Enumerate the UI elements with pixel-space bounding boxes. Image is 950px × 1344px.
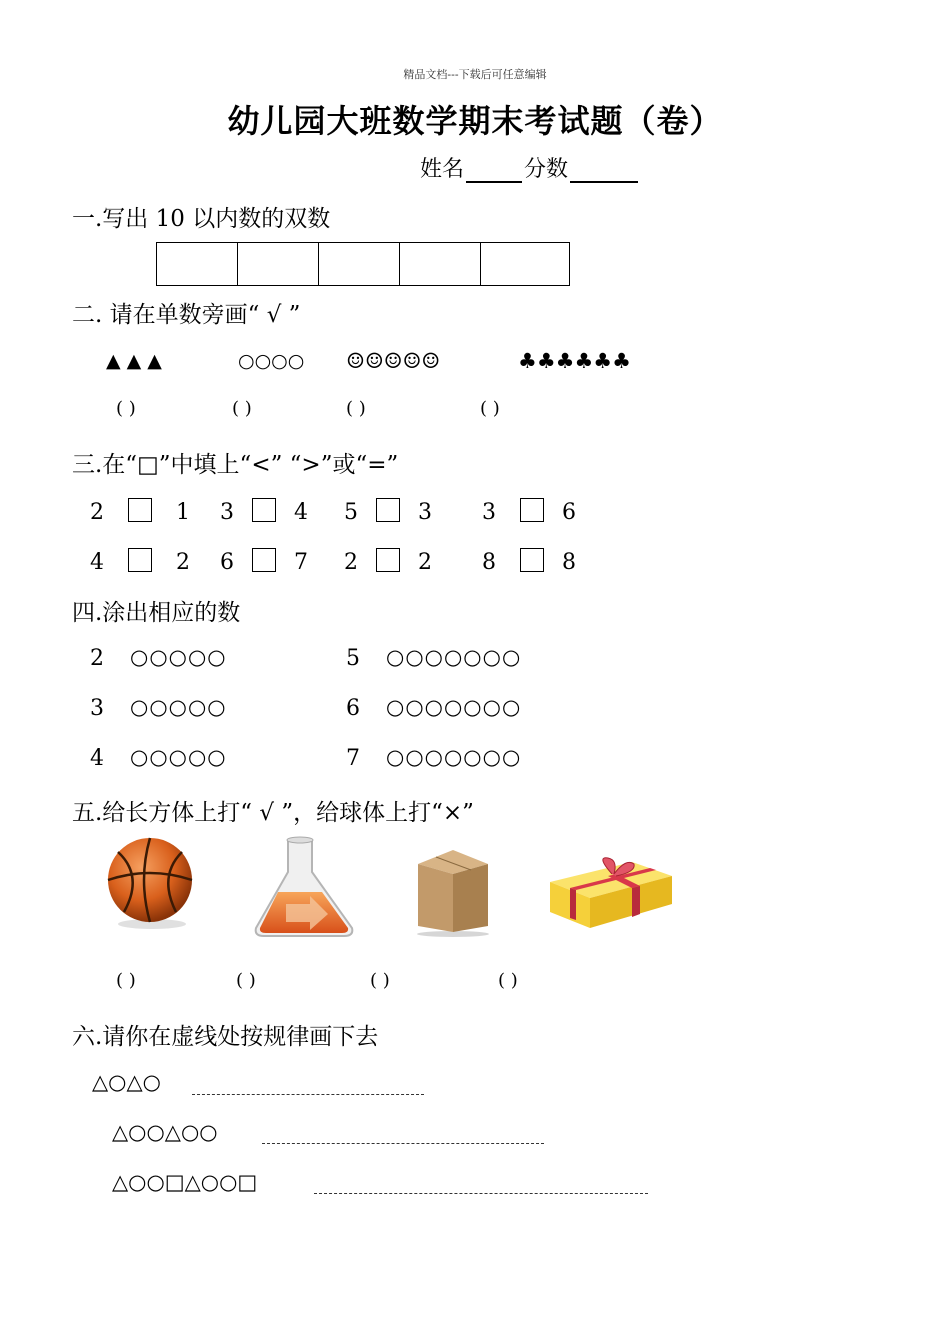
triangle-group: ▲ ▲ ▲	[106, 350, 162, 372]
compare-left: 5	[344, 500, 358, 525]
section-1-heading: 一.写出 10 以内数的双数	[72, 206, 331, 232]
compare-box[interactable]	[128, 548, 152, 572]
circle-row[interactable]: ○○○○○○○	[386, 645, 522, 669]
answer-boxes	[156, 242, 570, 286]
compare-box[interactable]	[520, 548, 544, 572]
section-4-heading: 四.涂出相应的数	[72, 600, 241, 626]
name-blank[interactable]	[466, 157, 522, 183]
compare-left: 8	[482, 550, 496, 575]
section-5-heading: 五.给长方体上打“ √ ”，给球体上打“×”	[72, 800, 474, 826]
compare-box[interactable]	[376, 548, 400, 572]
answer-box[interactable]	[238, 243, 319, 285]
compare-box[interactable]	[376, 498, 400, 522]
name-score-bar	[420, 152, 640, 183]
circle-group: ○○○○	[238, 350, 305, 372]
answer-box[interactable]	[481, 243, 569, 285]
answer-box[interactable]	[400, 243, 481, 285]
compare-box[interactable]	[128, 498, 152, 522]
compare-right: 8	[562, 550, 576, 575]
compare-right: 7	[294, 550, 308, 575]
count-number: 5	[346, 646, 360, 671]
count-number: 4	[90, 746, 104, 771]
answer-paren[interactable]: ( )	[232, 398, 252, 419]
pattern-answer-line[interactable]	[192, 1094, 424, 1095]
gift-box-image	[546, 846, 676, 932]
compare-box[interactable]	[252, 498, 276, 522]
pattern-2: △○○△○○	[112, 1120, 218, 1144]
circle-row[interactable]: ○○○○○	[130, 645, 227, 669]
answer-paren[interactable]: ( )	[480, 398, 500, 419]
compare-left: 4	[90, 550, 104, 575]
count-number: 7	[346, 746, 360, 771]
compare-right: 2	[176, 550, 190, 575]
compare-left: 6	[220, 550, 234, 575]
circle-row[interactable]: ○○○○○○○	[386, 745, 522, 769]
pattern-1: △○△○	[92, 1070, 161, 1094]
compare-left: 2	[90, 500, 104, 525]
compare-right: 3	[418, 500, 432, 525]
flask-image	[248, 836, 360, 942]
count-number: 6	[346, 696, 360, 721]
answer-box[interactable]	[319, 243, 400, 285]
compare-right: 2	[418, 550, 432, 575]
section-2-heading: 二. 请在单数旁画“ √ ”	[72, 302, 301, 328]
compare-left: 2	[344, 550, 358, 575]
answer-paren[interactable]: ( )	[116, 970, 136, 991]
compare-left: 3	[482, 500, 496, 525]
section-6-heading: 六.请你在虚线处按规律画下去	[72, 1024, 379, 1050]
compare-right: 1	[176, 500, 190, 525]
compare-right: 6	[562, 500, 576, 525]
compare-right: 4	[294, 500, 308, 525]
smiley-group: ☺☺☺☺☺	[346, 349, 441, 373]
score-blank[interactable]	[570, 157, 638, 183]
pattern-3: △○○□△○○□	[112, 1170, 258, 1194]
circle-row[interactable]: ○○○○○	[130, 745, 227, 769]
answer-box[interactable]	[157, 243, 238, 285]
answer-paren[interactable]: ( )	[116, 398, 136, 419]
answer-paren[interactable]: ( )	[236, 970, 256, 991]
basketball-image	[104, 836, 200, 932]
circle-row[interactable]: ○○○○○○○	[386, 695, 522, 719]
header-note: 精品文档---下载后可任意编辑	[403, 68, 547, 81]
answer-paren[interactable]: ( )	[498, 970, 518, 991]
cardboard-box-image	[412, 846, 494, 938]
compare-box[interactable]	[252, 548, 276, 572]
circle-row[interactable]: ○○○○○	[130, 695, 227, 719]
answer-paren[interactable]: ( )	[370, 970, 390, 991]
score-label: 分数	[524, 157, 569, 182]
count-number: 2	[90, 646, 104, 671]
section-3-heading: 三.在“□”中填上“<” “>”或“=”	[72, 452, 399, 478]
answer-paren[interactable]: ( )	[346, 398, 366, 419]
page-title: 幼儿园大班数学期末考试题（卷）	[227, 102, 723, 140]
pattern-answer-line[interactable]	[314, 1193, 648, 1194]
club-group: ♣♣♣♣♣♣	[518, 349, 631, 373]
name-label: 姓名	[420, 157, 465, 182]
pattern-answer-line[interactable]	[262, 1143, 544, 1144]
compare-box[interactable]	[520, 498, 544, 522]
compare-left: 3	[220, 500, 234, 525]
count-number: 3	[90, 696, 104, 721]
